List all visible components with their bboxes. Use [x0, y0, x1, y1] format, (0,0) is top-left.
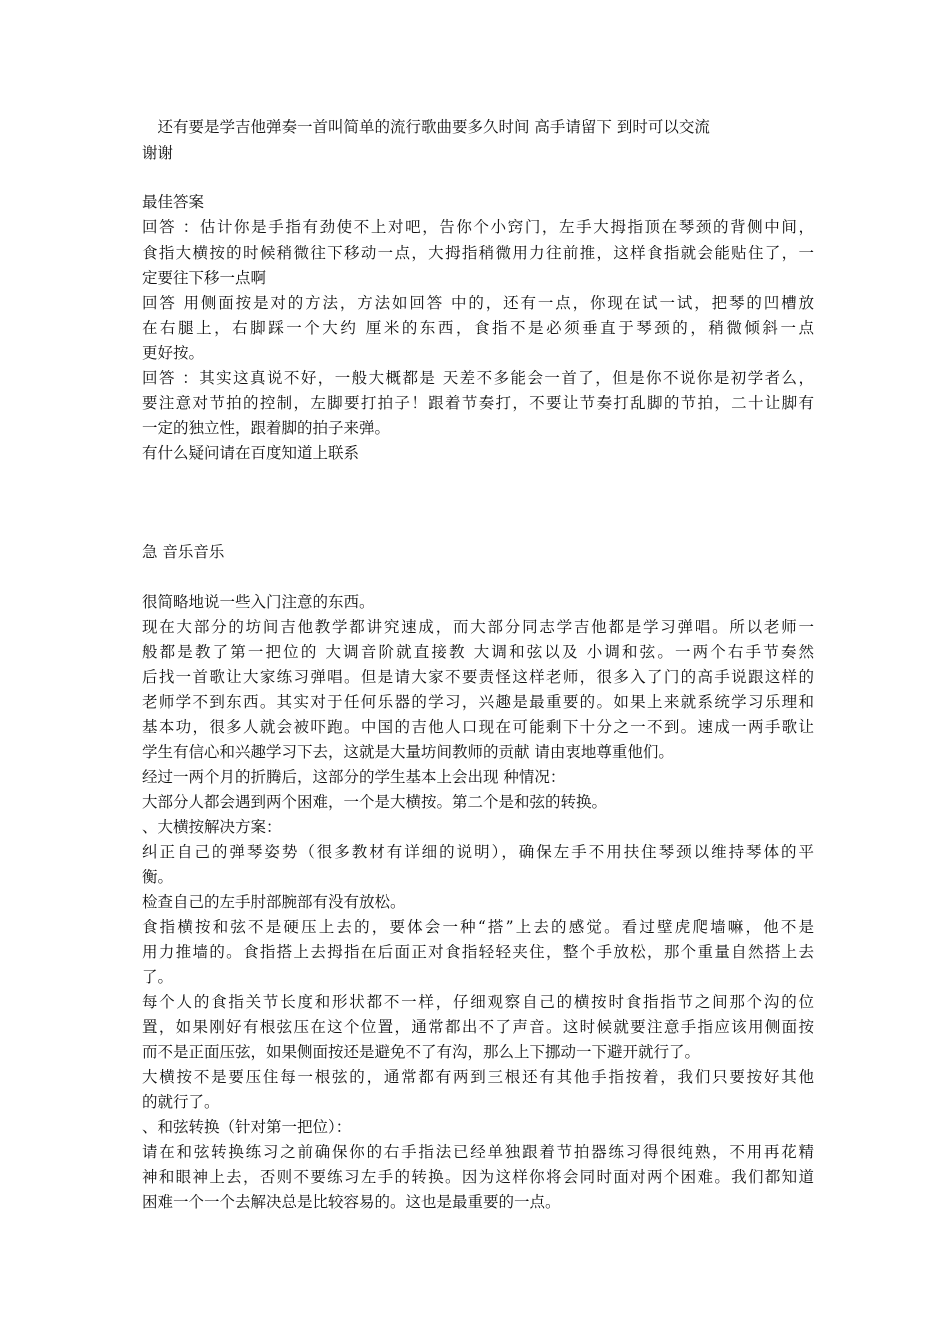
- article-line: 的就行了。: [142, 1093, 220, 1111]
- article-line: 用力推墙的。食指搭上去拇指在后面正对食指轻轻夹住，整个手放松，那个重量自然搭上去: [142, 943, 814, 961]
- article-line: 大部分人都会遇到两个困难，一个是大横按。第二个是和弦的转换。: [142, 793, 608, 811]
- answer-line: 在右腿上，右脚踩一个大约 厘米的东西，食指不是必须垂直于琴颈的，稍微倾斜一点: [142, 319, 814, 337]
- article-line: 衡。: [142, 868, 174, 886]
- answer-line: 回答 用侧面按是对的方法，方法如回答 中的，还有一点，你现在试一试，把琴的凹槽放: [142, 294, 814, 312]
- article-line: 般都是教了第一把位的 大调音阶就直接教 大调和弦以及 小调和弦。一两个右手节奏然: [142, 643, 814, 661]
- answer-line: 有什么疑问请在百度知道上联系: [142, 444, 360, 462]
- article-line: 置，如果刚好有根弦压在这个位置，通常都出不了声音。这时候就要注意手指应该用侧面按: [142, 1018, 814, 1036]
- article-line: 、和弦转换（针对第一把位）：: [142, 1118, 352, 1136]
- article-line: 纠正自己的弹琴姿势（很多教材有详细的说明），确保左手不用扶住琴颈以维持琴体的平: [142, 843, 814, 861]
- article-line: 食指横按和弦不是硬压上去的，要体会一种“搭”上去的感觉。看过壁虎爬墙嘛，他不是: [142, 918, 814, 936]
- article-title: 急 音乐音乐: [142, 543, 225, 561]
- answer-line: 定要往下移一点啊: [142, 269, 267, 287]
- article-line: 每个人的食指关节长度和形状都不一样，仔细观察自己的横按时食指指节之间那个沟的位: [142, 993, 814, 1011]
- answer-line: 更好按。: [142, 344, 205, 362]
- article-line: 神和眼神上去，否则不要练习左手的转换。因为这样你将会同时面对两个困难。我们都知道: [142, 1168, 814, 1186]
- article-line: 困难一个一个去解决总是比较容易的。这也是最重要的一点。: [142, 1193, 561, 1211]
- article-line: 请在和弦转换练习之前确保你的右手指法已经单独跟着节拍器练习得很纯熟，不用再花精: [142, 1143, 814, 1161]
- question-line-1: 还有要是学吉他弹奏一首叫简单的流行歌曲要多久时间 高手请留下 到时可以交流: [142, 118, 710, 136]
- article-line: 了。: [142, 968, 174, 986]
- article-line: 、大横按解决方案：: [142, 818, 282, 836]
- article-line: 很简略地说一些入门注意的东西。: [142, 593, 375, 611]
- article-line: 学生有信心和兴趣学习下去，这就是大量坊间教师的贡献 请由衷地尊重他们。: [142, 743, 674, 761]
- article-line: 基本功，很多人就会被吓跑。中国的吉他人口现在可能剩下十分之一不到。速成一两手歌让: [142, 718, 814, 736]
- best-answer-heading: 最佳答案: [142, 193, 205, 211]
- article-line: 经过一两个月的折腾后，这部分的学生基本上会出现 种情况：: [142, 768, 566, 786]
- article-line: 后找一首歌让大家练习弹唱。但是请大家不要责怪这样老师，很多入了门的高手说跟这样的: [142, 668, 814, 686]
- question-line-2: 谢谢: [142, 144, 174, 162]
- article-line: 检查自己的左手肘部腕部有没有放松。: [142, 893, 406, 911]
- answer-line: 要注意对节拍的控制，左脚要打拍子！跟着节奏打，不要让节奏打乱脚的节拍，二十让脚有: [142, 394, 814, 412]
- article-line: 现在大部分的坊间吉他教学都讲究速成，而大部分同志学吉他都是学习弹唱。所以老师一: [142, 618, 814, 636]
- article-line: 大横按不是要压住每一根弦的，通常都有两到三根还有其他手指按着，我们只要按好其他: [142, 1068, 814, 1086]
- article-line: 老师学不到东西。其实对于任何乐器的学习，兴趣是最重要的。如果上来就系统学习乐理和: [142, 693, 814, 711]
- answer-line: 食指大横按的时候稍微往下移动一点，大拇指稍微用力往前推，这样食指就会能贴住了，一: [142, 244, 814, 262]
- answer-line: 回答 ：估计你是手指有劲使不上对吧，告你个小窍门，左手大拇指顶在琴颈的背侧中间，: [142, 218, 814, 236]
- answer-line: 一定的独立性，跟着脚的拍子来弹。: [142, 419, 391, 437]
- answer-line: 回答 ：其实这真说不好，一般大概都是 天差不多能会一首了，但是你不说你是初学者么，: [142, 369, 814, 387]
- article-line: 而不是正面压弦，如果侧面按还是避免不了有沟，那么上下挪动一下避开就行了。: [142, 1043, 701, 1061]
